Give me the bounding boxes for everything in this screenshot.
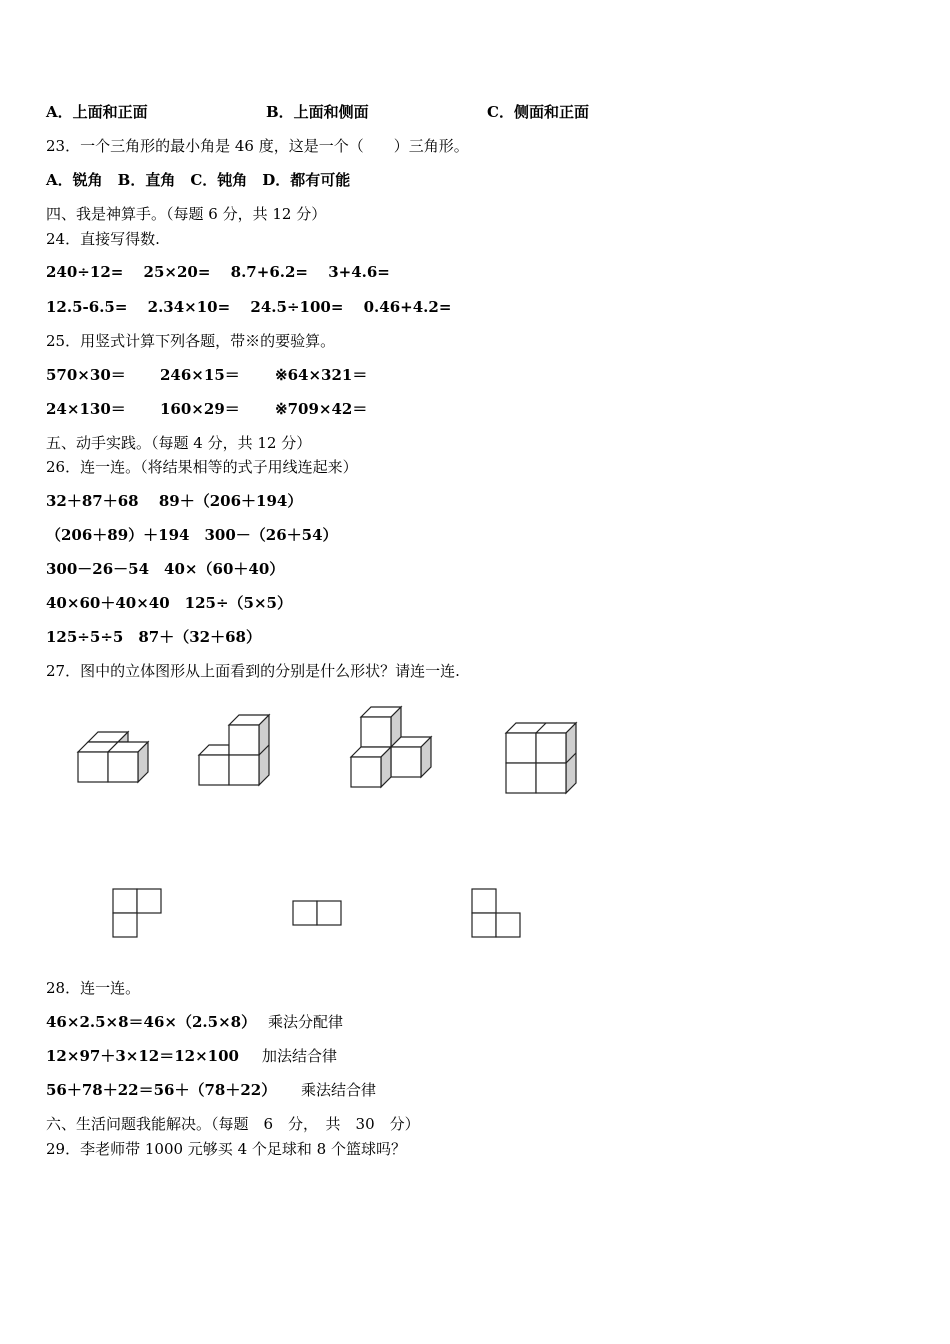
q24-row-2: 12.5-6.5= 2.34×10= 24.5÷100= 0.46+4.2= bbox=[46, 298, 452, 316]
q26-row: 40×60＋40×40 125÷（5×5） bbox=[46, 594, 292, 612]
q28-law: 加法结合律 bbox=[262, 1047, 338, 1065]
q23-options: A．锐角 B．直角 C．钝角 D．都有可能 bbox=[46, 171, 351, 189]
q25-stem: 25．用竖式计算下列各题，带※的要验算。 bbox=[46, 332, 336, 350]
q25-item: 570×30＝ bbox=[46, 366, 126, 384]
q26-row: 125÷5÷5 87＋（32＋68） bbox=[46, 628, 261, 646]
solid-figure-4 bbox=[499, 716, 589, 801]
q22-option-a: A．上面和正面 bbox=[46, 103, 148, 121]
q28-law: 乘法分配律 bbox=[268, 1013, 344, 1031]
q27-stem: 27．图中的立体图形从上面看到的分别是什么形状？请连一连. bbox=[46, 662, 460, 680]
q25-item: ※64×321＝ bbox=[275, 366, 368, 384]
q25-item: 24×130＝ bbox=[46, 400, 126, 418]
q28-expression: 12×97＋3×12＝12×100 bbox=[46, 1047, 239, 1065]
q23-stem: 23．一个三角形的最小角是 46 度，这是一个（ ）三角形。 bbox=[46, 137, 469, 155]
q26-row: 32＋87＋68 89＋（206＋194） bbox=[46, 492, 303, 510]
q26-stem: 26．连一连。（将结果相等的式子用线连起来） bbox=[46, 458, 358, 476]
top-view-shape-1 bbox=[112, 888, 164, 940]
q28-expression: 46×2.5×8＝46×（2.5×8） bbox=[46, 1013, 257, 1031]
solid-figure-2 bbox=[192, 708, 282, 793]
section4-title: 四、我是神算手。（每题 6 分，共 12 分） bbox=[46, 205, 327, 223]
q25-item: ※709×42＝ bbox=[275, 400, 368, 418]
q26-row: （206＋89）＋194 300－（26＋54） bbox=[46, 526, 338, 544]
solid-figure-3 bbox=[344, 700, 444, 795]
top-view-shape-3 bbox=[471, 888, 523, 940]
q22-option-b: B．上面和侧面 bbox=[266, 103, 369, 121]
q25-item: 246×15＝ bbox=[160, 366, 240, 384]
q28-expression: 56＋78＋22＝56＋（78＋22） bbox=[46, 1081, 277, 1099]
section6-title: 六、生活问题我能解决。（每题 6 分， 共 30 分） bbox=[46, 1115, 420, 1133]
q29-stem: 29．李老师带 1000 元够买 4 个足球和 8 个篮球吗？ bbox=[46, 1140, 406, 1158]
section5-title: 五、动手实践。（每题 4 分，共 12 分） bbox=[46, 434, 312, 452]
q28-stem: 28．连一连。 bbox=[46, 979, 141, 997]
solid-figure-1 bbox=[70, 725, 160, 790]
top-view-shape-2 bbox=[292, 900, 344, 928]
q25-item: 160×29＝ bbox=[160, 400, 240, 418]
q22-option-c: C．侧面和正面 bbox=[487, 103, 589, 121]
q28-law: 乘法结合律 bbox=[301, 1081, 377, 1099]
q26-row: 300－26－54 40×（60＋40） bbox=[46, 560, 285, 578]
q24-row-1: 240÷12= 25×20= 8.7+6.2= 3+4.6= bbox=[46, 263, 390, 281]
q24-stem: 24．直接写得数. bbox=[46, 230, 160, 248]
